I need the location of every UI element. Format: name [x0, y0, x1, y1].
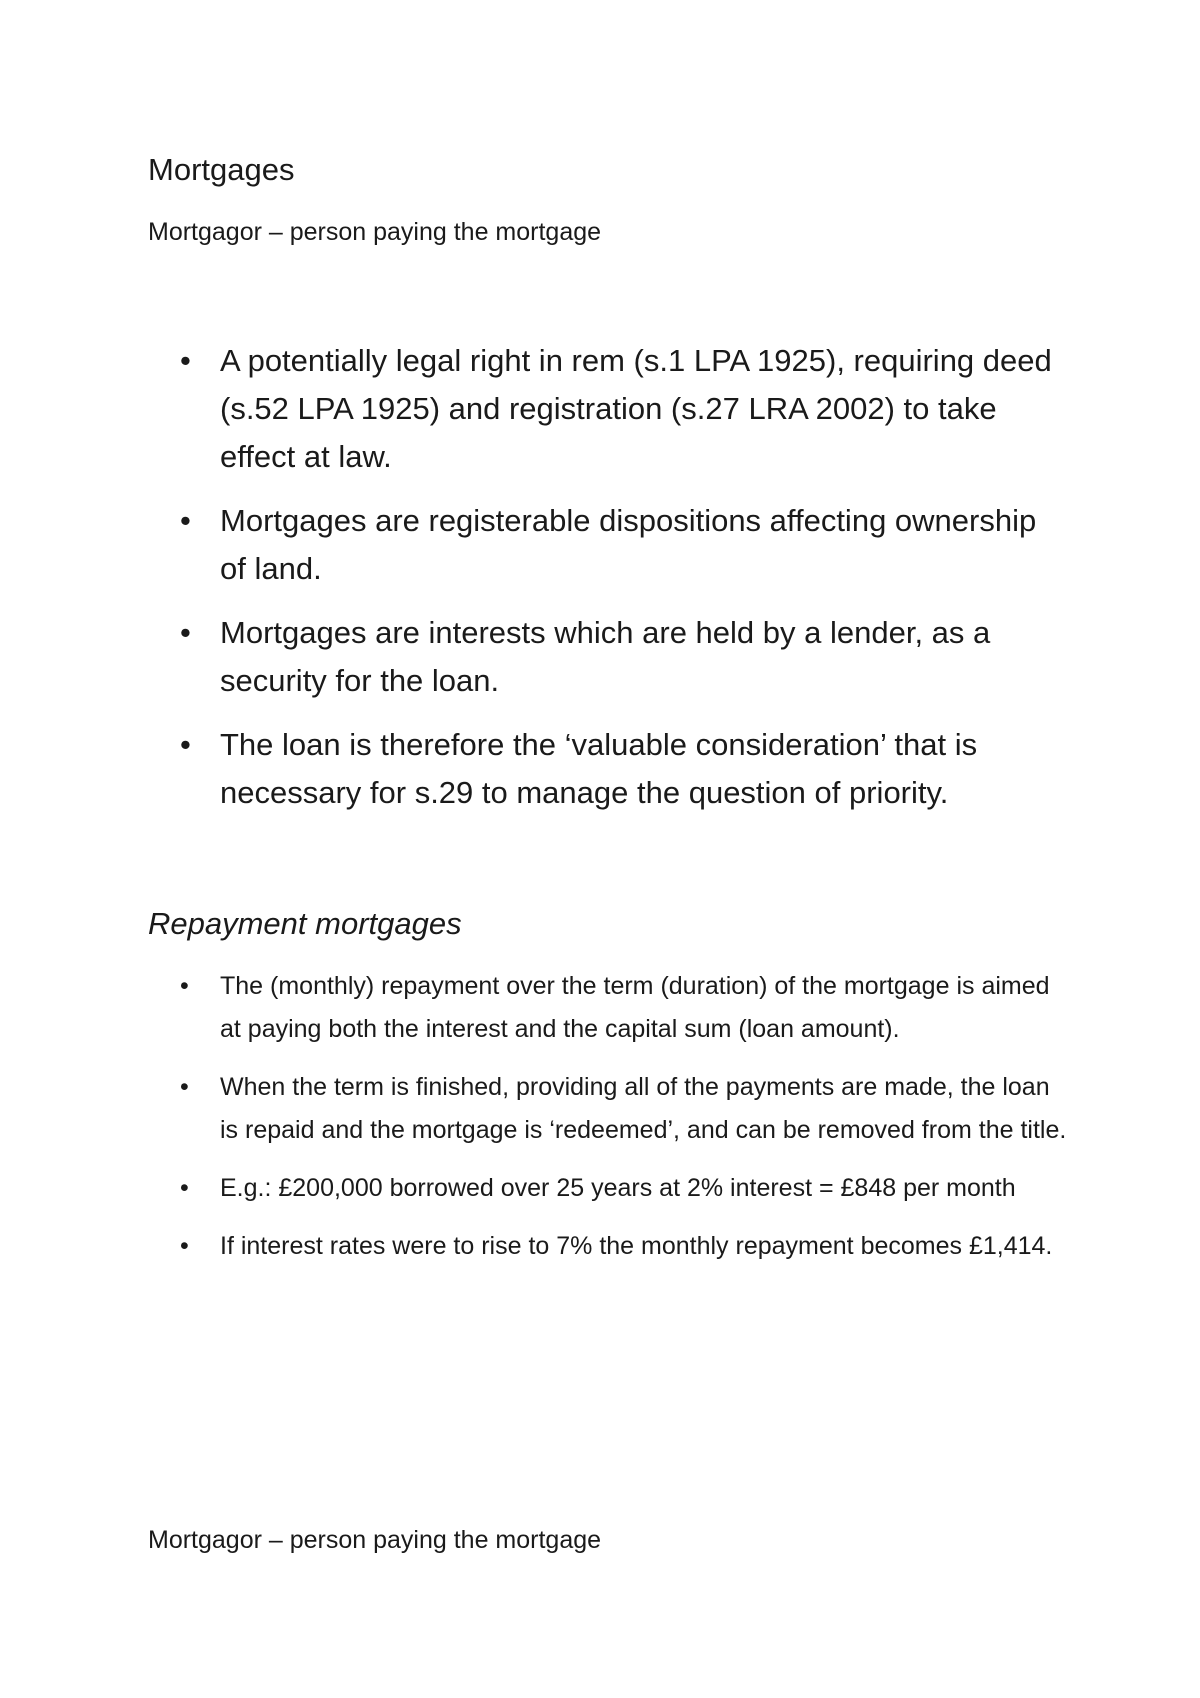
bullet-icon: • [180, 972, 189, 1000]
bullet-icon: • [180, 1174, 189, 1202]
list-item [148, 609, 1068, 705]
section-heading-repayment: Repayment mortgages [148, 906, 462, 941]
bullet-icon: • [180, 343, 191, 378]
list-item [148, 337, 1068, 481]
page-title: Mortgages [148, 152, 295, 187]
list-item [148, 721, 1068, 817]
bullet-icon: • [180, 727, 191, 762]
list-item-text: Mortgages are registerable dispositions affecting ownership of land. [220, 503, 1037, 586]
bullet-icon: • [180, 1073, 189, 1101]
list-item [148, 497, 1068, 593]
main-bullet-list [148, 337, 1068, 833]
bullet-icon: • [180, 1232, 189, 1260]
list-item-text: When the term is finished, providing all of the payments are made, the loan is repaid and the mortgage is ‘redeemed’, and can be removed from the title. [220, 1073, 1067, 1144]
mortgagor-definition: Mortgagor – person paying the mortgage [148, 218, 602, 246]
list-item [148, 965, 1068, 1051]
list-item [148, 1066, 1068, 1152]
bullet-icon: • [180, 503, 191, 538]
list-item-text: If interest rates were to rise to 7% the monthly repayment becomes £1,414. [220, 1232, 1053, 1260]
list-item-text: A potentially legal right in rem (s.1 LPA 1925), requiring deed (s.52 LPA 1925) and registration (s.27 LRA 2002) to take effect at law. [220, 343, 1052, 474]
bullet-icon: • [180, 615, 191, 650]
repayment-bullet-list [148, 965, 1068, 1283]
list-item-text: E.g.: £200,000 borrowed over 25 years at 2% interest = £848 per month [220, 1174, 1016, 1202]
list-item-text: Mortgages are interests which are held by a lender, as a security for the loan. [220, 615, 991, 698]
list-item [148, 1167, 1068, 1210]
list-item-text: The loan is therefore the ‘valuable consideration’ that is necessary for s.29 to manage the question of priority. [220, 727, 978, 810]
list-item [148, 1225, 1068, 1268]
mortgagor-definition-footer: Mortgagor – person paying the mortgage [148, 1526, 602, 1554]
list-item-text: The (monthly) repayment over the term (duration) of the mortgage is aimed at paying both the interest and the capital sum (loan amount). [220, 972, 1050, 1043]
